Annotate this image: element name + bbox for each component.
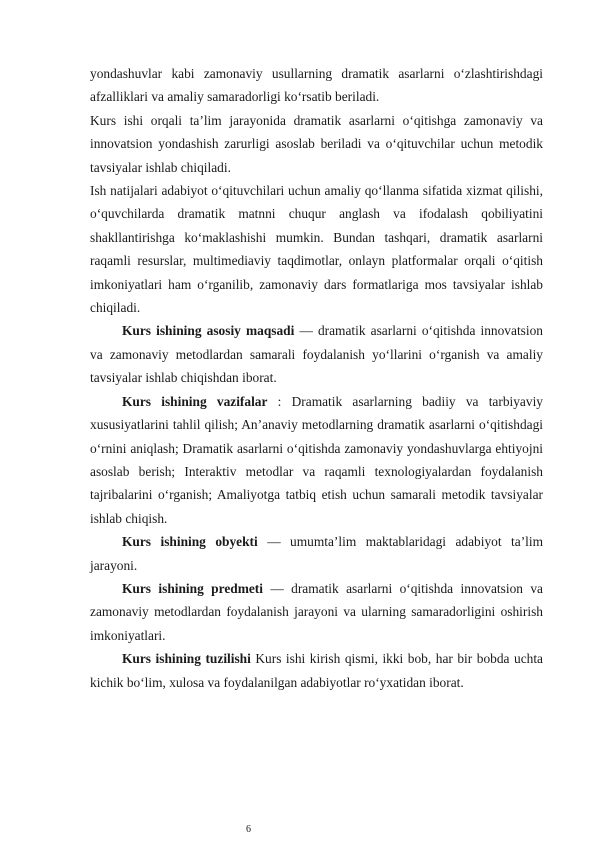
page-body	[90, 62, 543, 694]
paragraph-justification	[90, 109, 543, 179]
paragraph-text: Ish natijalari adabiyot o‘qituvchilari uchun amaliy qo‘llanma sifatida xizmat qilishi, o‘quvchilarda dramatik matnni chuqur anglash va ifodalash qobiliyatini shakllantirishga ko‘maklashishi mumkin. Bundan tashqari, dramatik asarlarni raqamli resurslar, multimediaviy taqdimotlar, onlayn platformalar orqali o‘qitish imkoniyatlari ham o‘rganilib, zamonaviy dars formatlariga mos tavsiyalar ishlab chiqiladi.	[90, 183, 543, 316]
paragraph-text: yondashuvlar kabi zamonaviy usullarning dramatik asarlarni o‘zlashtirishdagi afzalliklari va amaliy samaradorligi ko‘rsatib beriladi.	[90, 66, 543, 105]
subject-heading: Kurs ishining predmeti	[122, 580, 263, 596]
paragraph-text: — dramatik asarlarni o‘qitishda innovatsion va zamonaviy metodlardan foydalanish jarayoni va ularning samaradorligini oshirish imkoniyatlari.	[90, 580, 543, 643]
paragraph-text: Kurs ishi kirish qismi, ikki bob, har bir bobda uchta kichik bo‘lim, xulosa va foydalanilgan adabiyotlar ro‘yxatidan iborat.	[90, 651, 543, 690]
paragraph-intro-continuation	[90, 62, 543, 109]
paragraph-results	[90, 179, 543, 319]
paragraph-structure	[90, 647, 543, 694]
paragraph-text: : Dramatik asarlarning badiiy va tarbiyaviy xususiyatlarini tahlil qilish; An’anaviy metodlarning dramatik asarlarni o‘qitishdagi o‘rnini aniqlash; Dramatik asarlarni o‘qitishda zamonaviy yondashuvlarga ehtiyojni asoslab berish; Interaktiv metodlar va raqamli texnologiyalardan foydalanish tajribalarini o‘rganish; Amaliyotga tatbiq etish uchun samarali metodik tavsiyalar ishlab chiqish.	[90, 393, 543, 526]
paragraph-text: Kurs ishi orqali ta’lim jarayonida dramatik asarlarni o‘qitishga zamonaviy va innovatsion yondashish zarurligi asoslab beriladi va o‘qituvchilar uchun metodik tavsiyalar ishlab chiqiladi.	[90, 112, 543, 175]
object-heading: Kurs ishining obyekti	[122, 534, 258, 550]
paragraph-object	[90, 530, 543, 577]
paragraph-text: — umumta’lim maktablaridagi adabiyot ta’lim jarayoni.	[90, 534, 544, 573]
paragraph-goal	[90, 319, 543, 389]
paragraph-subject	[90, 577, 543, 647]
structure-heading: Kurs ishining tuzilishi	[122, 651, 251, 667]
paragraph-text: — dramatik asarlarni o‘qitishda innovatsion va zamonaviy metodlardan samarali foydalanish yo‘llarini o‘rganish va amaliy tavsiyalar ishlab chiqishdan iborat.	[90, 323, 543, 386]
tasks-heading: Kurs ishining vazifalar	[122, 393, 268, 409]
paragraph-tasks	[90, 390, 543, 530]
page-number: 6	[246, 824, 251, 835]
goal-heading: Kurs ishining asosiy maqsadi	[122, 323, 295, 339]
